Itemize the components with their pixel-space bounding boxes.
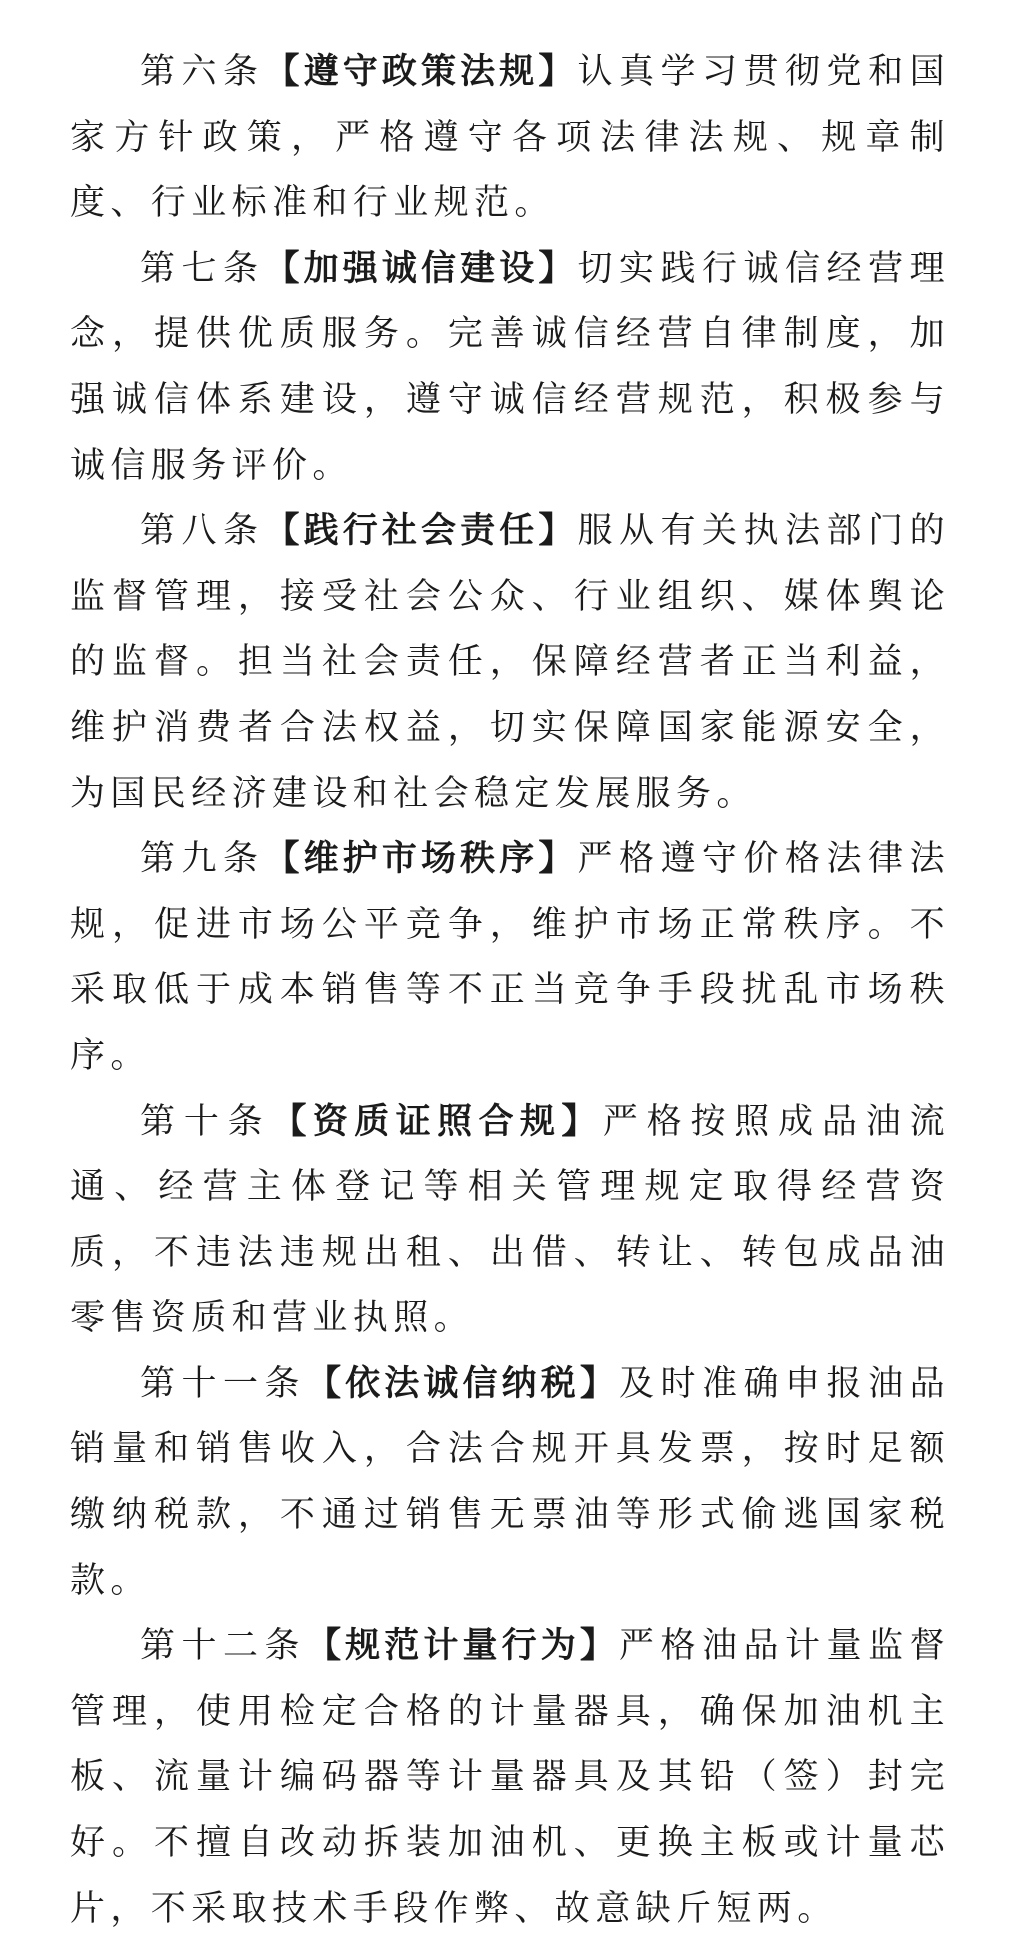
article-9 [70, 827, 950, 1089]
article-10 [70, 1090, 950, 1352]
article-body: 严格油品计量监督管理，使用检定合格的计量器具，确保加油机主板、流量计编码器等计量器具及其铅（签）封完好。不擅自改动拆装加油机、更换主板或计量芯片，不采取技术手段作弊、故意缺斤短两。 [70, 1626, 950, 1929]
article-title: 【遵守政策法规】 [264, 52, 578, 92]
article-number: 第十一条 [140, 1363, 307, 1404]
article-7 [70, 237, 950, 499]
article-number: 第八条 [140, 511, 265, 552]
article-11 [70, 1352, 950, 1614]
article-title: 【规范计量行为】 [306, 1626, 619, 1667]
article-number: 第十二条 [140, 1626, 307, 1667]
article-body: 切实践行诚信经营理念，提供优质服务。完善诚信经营自律制度，加强诚信体系建设，遵守诚信经营规范，积极参与诚信服务评价。 [70, 248, 950, 486]
article-title: 【维护市场秩序】 [264, 839, 578, 880]
article-title: 【资质证照合规】 [271, 1101, 603, 1142]
article-body: 严格按照成品油流通、经营主体登记等相关管理规定取得经营资质，不违法违规出租、出借、转让、转包成品油零售资质和营业执照。 [70, 1101, 950, 1339]
article-body: 及时准确申报油品销量和销售收入，合法合规开具发票，按时足额缴纳税款，不通过销售无票油等形式偷逃国家税款。 [70, 1363, 950, 1601]
article-number: 第六条 [140, 52, 265, 92]
article-title: 【依法诚信纳税】 [306, 1363, 619, 1404]
article-title: 【践行社会责任】 [264, 511, 578, 552]
article-body: 严格遵守价格法律法规，促进市场公平竞争，维护市场正常秩序。不采取低于成本销售等不正当竞争手段扰乱市场秩序。 [70, 839, 950, 1076]
article-12 [70, 1614, 950, 1942]
article-title: 【加强诚信建设】 [264, 248, 578, 289]
article-body: 认真学习贯彻党和国家方针政策，严格遵守各项法律法规、规章制度、行业标准和行业规范。 [70, 52, 950, 224]
article-number: 第七条 [140, 248, 265, 289]
document-page [70, 40, 950, 1942]
article-8 [70, 499, 950, 827]
article-body: 服从有关执法部门的监督管理，接受社会公众、行业组织、媒体舆论的监督。担当社会责任，保障经营者正当利益，维护消费者合法权益，切实保障国家能源安全，为国民经济建设和社会稳定发展服务。 [70, 511, 950, 814]
article-number: 第九条 [140, 839, 265, 880]
article-number: 第十条 [140, 1101, 272, 1142]
article-6 [70, 40, 950, 237]
